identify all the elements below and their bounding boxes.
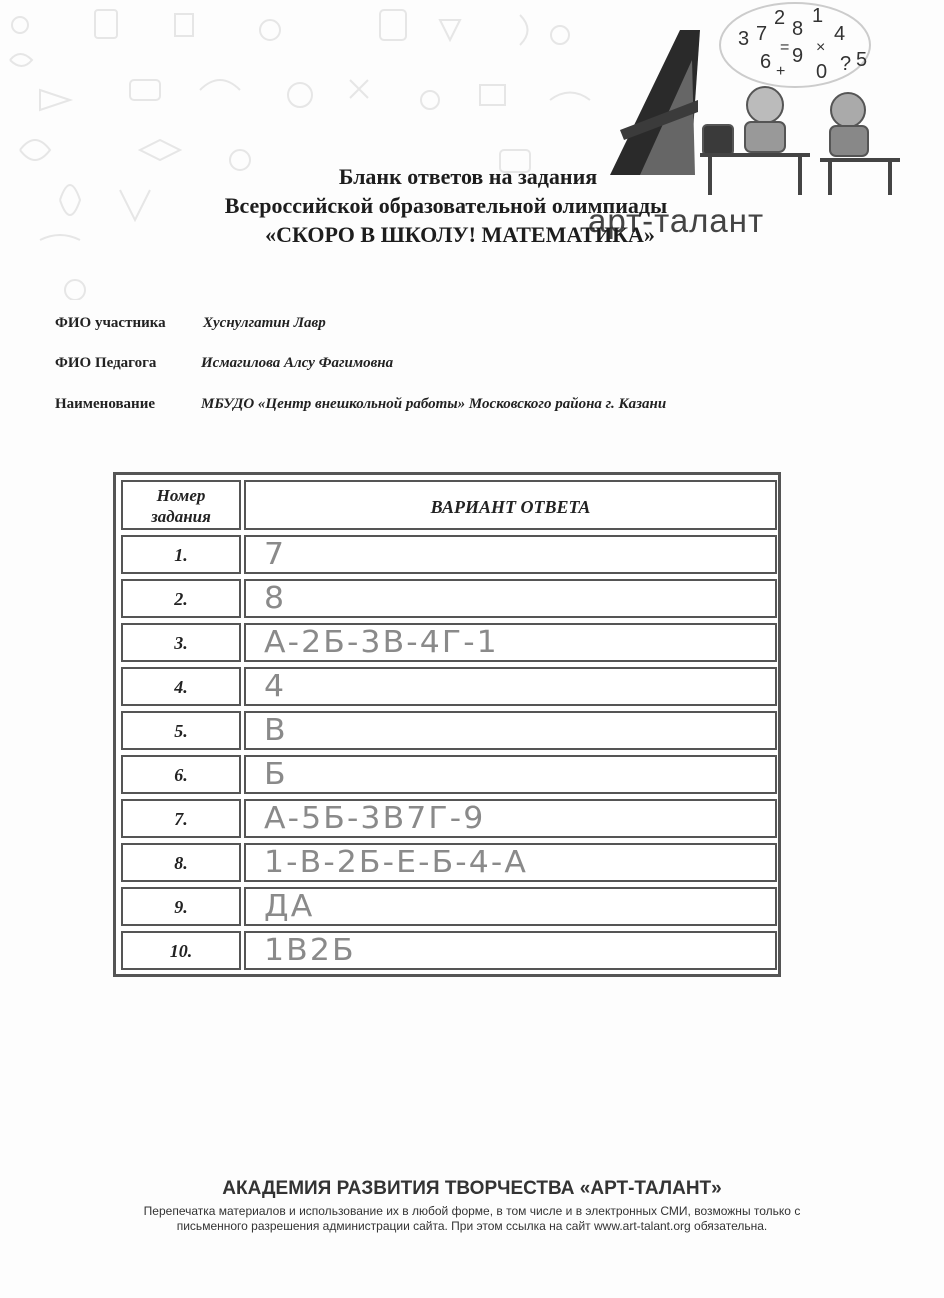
footer-note-line-1: Перепечатка материалов и использование их в любой форме, в том числе и в электронных СМИ, возможны только с (143, 1204, 801, 1218)
handwritten-answer: А-2Б-3В-4Г-1 (264, 625, 499, 660)
svg-text:4: 4 (834, 23, 846, 45)
footer-copyright-note (0, 1204, 944, 1234)
svg-text:?: ? (840, 53, 852, 75)
svg-text:=: = (780, 39, 790, 56)
row-number-4: 4. (121, 667, 241, 706)
teacher-label: ФИО Педагога (55, 355, 157, 371)
row-number-3: 3. (121, 623, 241, 662)
logo-brand-text: арт-талант (588, 202, 765, 239)
title-line-1: Бланк ответов на задания (338, 164, 598, 189)
participant-field (55, 315, 326, 332)
row-answer-6 (244, 755, 777, 794)
header-task-number: Номер задания (121, 480, 241, 530)
svg-text:9: 9 (792, 45, 804, 67)
title-line-2: Всероссийской образовательной олимпиады (224, 193, 668, 218)
row-number-5: 5. (121, 711, 241, 750)
teacher-value: Исмагилова Алсу Фагимовна (201, 355, 394, 371)
handwritten-answer: 4 (264, 669, 287, 704)
svg-text:8: 8 (792, 18, 804, 40)
svg-text:0: 0 (816, 61, 828, 83)
svg-text:5: 5 (856, 49, 868, 71)
header-answer: ВАРИАНТ ОТВЕТА (244, 480, 777, 530)
participant-value: Хуснулгатин Лавр (203, 315, 326, 331)
row-answer-10 (244, 931, 777, 970)
row-answer-7 (244, 799, 777, 838)
handwritten-answer: 1В2Б (264, 933, 356, 968)
svg-text:7: 7 (756, 23, 768, 45)
row-number-10: 10. (121, 931, 241, 970)
svg-text:×: × (816, 39, 826, 56)
row-number-6: 6. (121, 755, 241, 794)
svg-text:3: 3 (738, 28, 750, 50)
row-answer-8 (244, 843, 777, 882)
handwritten-answer: 8 (264, 581, 287, 616)
svg-text:+: + (776, 63, 786, 80)
participant-label: ФИО участника (55, 315, 166, 331)
row-answer-3 (244, 623, 777, 662)
handwritten-answer: ДА (264, 889, 315, 924)
row-answer-4 (244, 667, 777, 706)
teacher-field (55, 355, 394, 372)
row-number-1: 1. (121, 535, 241, 574)
footer-academy-title: АКАДЕМИЯ РАЗВИТИЯ ТВОРЧЕСТВА «АРТ-ТАЛАНТ» (222, 1178, 722, 1199)
row-answer-1 (244, 535, 777, 574)
row-number-2: 2. (121, 579, 241, 618)
answers-table (113, 472, 781, 977)
row-number-8: 8. (121, 843, 241, 882)
svg-text:6: 6 (760, 51, 772, 73)
footer-note-line-2: письменного разрешения администрации сайта. При этом ссылка на сайт www.art-talant.org обязательна. (176, 1219, 768, 1233)
organization-value: МБУДО «Центр внешкольной работы» Московского района г. Казани (201, 396, 667, 412)
row-number-7: 7. (121, 799, 241, 838)
row-number-9: 9. (121, 887, 241, 926)
handwritten-answer: А-5Б-3В7Г-9 (264, 801, 486, 836)
svg-text:2: 2 (774, 7, 786, 29)
row-answer-2 (244, 579, 777, 618)
row-answer-5 (244, 711, 777, 750)
page-title (0, 162, 944, 249)
organization-field (55, 396, 667, 413)
handwritten-answer: 1-В-2Б-Е-Б-4-А (264, 845, 529, 880)
title-line-3: «СКОРО В ШКОЛУ! МАТЕМАТИКА» (265, 222, 655, 247)
svg-text:1: 1 (812, 5, 824, 27)
handwritten-answer: Б (264, 757, 288, 792)
row-answer-9 (244, 887, 777, 926)
handwritten-answer: В (264, 713, 288, 748)
handwritten-answer: 7 (264, 537, 287, 572)
organization-label: Наименование (55, 396, 155, 412)
